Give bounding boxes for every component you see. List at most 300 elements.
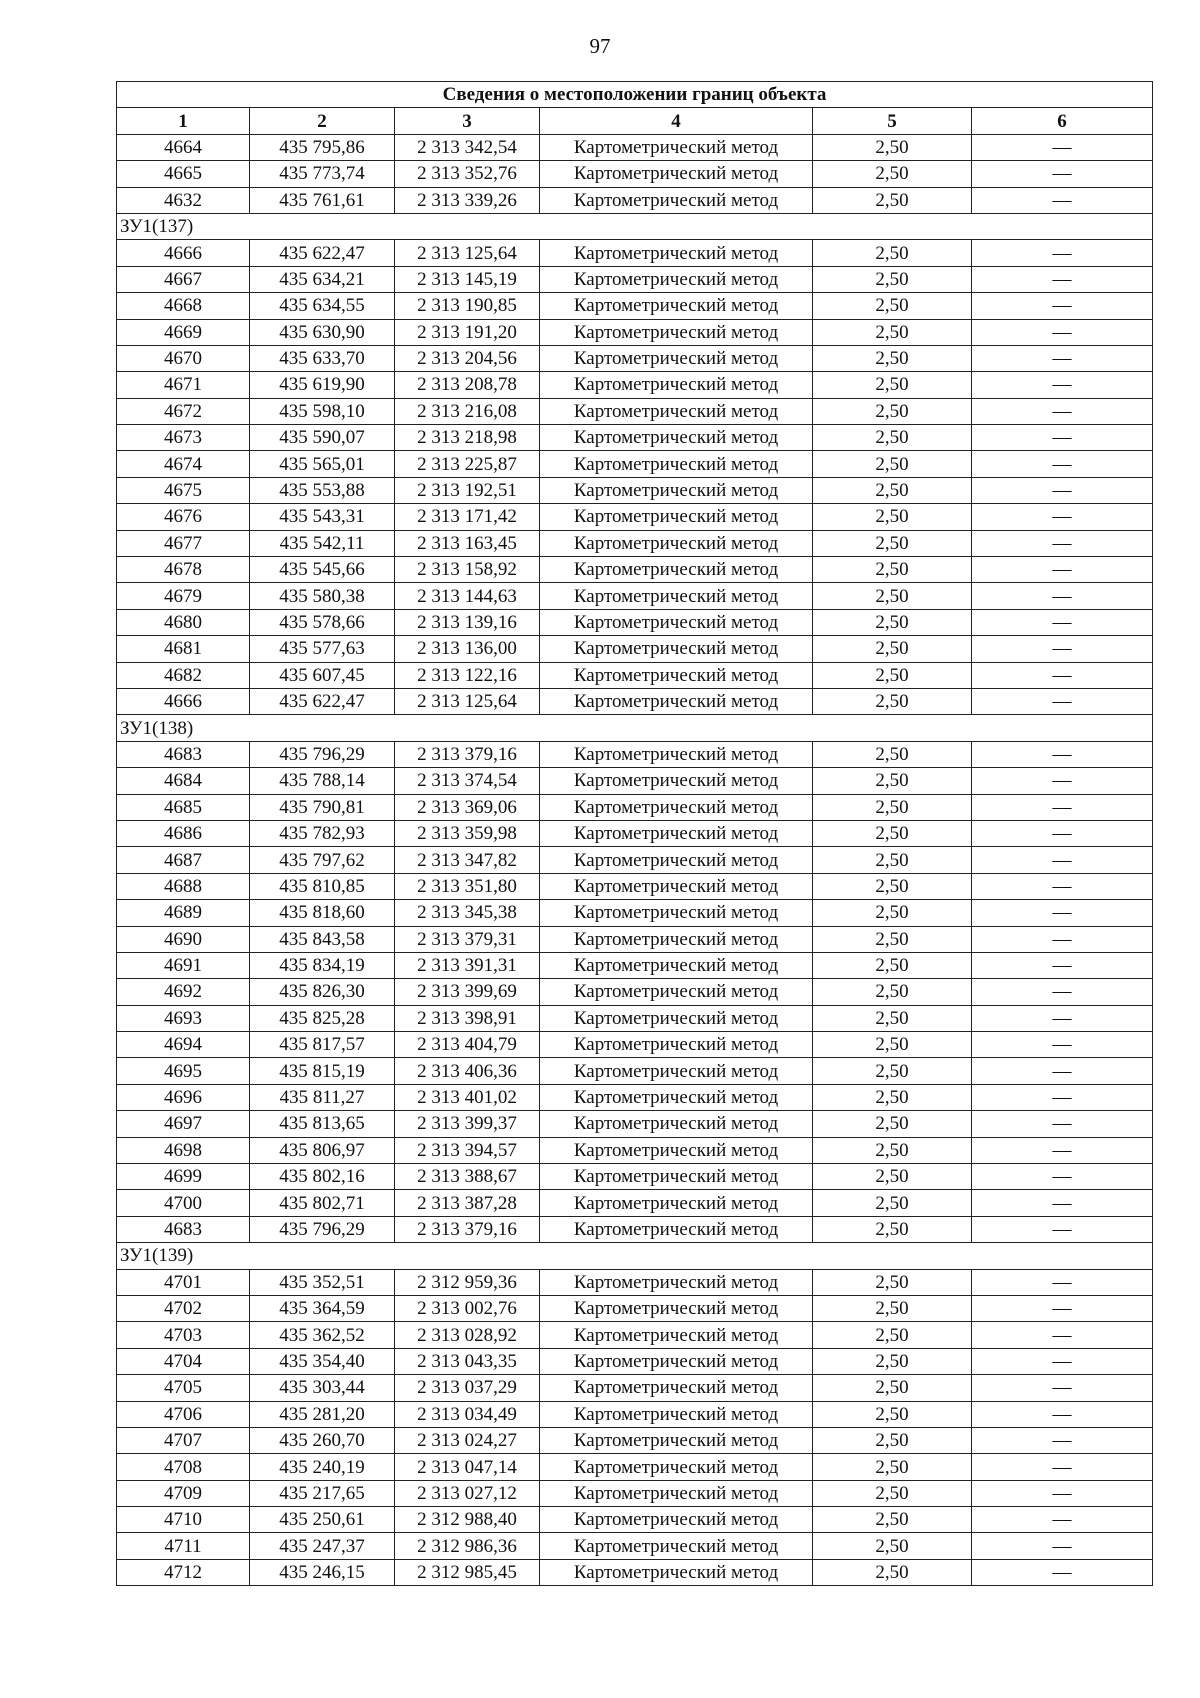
table-row — [117, 1480, 1153, 1506]
description-cell: — — [972, 451, 1153, 477]
table-row — [117, 1005, 1153, 1031]
point-number-cell: 4699 — [117, 1164, 250, 1190]
boundary-coordinates-table — [116, 81, 1153, 1586]
y-coordinate-cell: 2 313 125,64 — [395, 688, 540, 714]
column-header: 3 — [395, 108, 540, 134]
point-number-cell: 4668 — [117, 293, 250, 319]
x-coordinate-cell: 435 826,30 — [250, 979, 395, 1005]
method-cell: Картометрический метод — [540, 134, 813, 160]
point-number-cell: 4696 — [117, 1084, 250, 1110]
table-row — [117, 187, 1153, 213]
point-number-cell: 4695 — [117, 1058, 250, 1084]
point-number-cell: 4697 — [117, 1111, 250, 1137]
x-coordinate-cell: 435 630,90 — [250, 319, 395, 345]
description-cell: — — [972, 345, 1153, 371]
point-number-cell: 4683 — [117, 1216, 250, 1242]
x-coordinate-cell: 435 246,15 — [250, 1559, 395, 1585]
y-coordinate-cell: 2 313 351,80 — [395, 873, 540, 899]
method-cell: Картометрический метод — [540, 1295, 813, 1321]
point-number-cell: 4632 — [117, 187, 250, 213]
accuracy-cell: 2,50 — [813, 1480, 972, 1506]
description-cell: — — [972, 1454, 1153, 1480]
point-number-cell: 4685 — [117, 794, 250, 820]
point-number-cell: 4711 — [117, 1533, 250, 1559]
point-number-cell: 4673 — [117, 425, 250, 451]
x-coordinate-cell: 435 773,74 — [250, 161, 395, 187]
y-coordinate-cell: 2 313 391,31 — [395, 952, 540, 978]
x-coordinate-cell: 435 634,55 — [250, 293, 395, 319]
accuracy-cell: 2,50 — [813, 952, 972, 978]
method-cell: Картометрический метод — [540, 1269, 813, 1295]
accuracy-cell: 2,50 — [813, 1454, 972, 1480]
accuracy-cell: 2,50 — [813, 1005, 972, 1031]
description-cell: — — [972, 609, 1153, 635]
x-coordinate-cell: 435 364,59 — [250, 1295, 395, 1321]
point-number-cell: 4693 — [117, 1005, 250, 1031]
y-coordinate-cell: 2 313 024,27 — [395, 1427, 540, 1453]
method-cell: Картометрический метод — [540, 1375, 813, 1401]
description-cell: — — [972, 319, 1153, 345]
y-coordinate-cell: 2 313 401,02 — [395, 1084, 540, 1110]
method-cell: Картометрический метод — [540, 1084, 813, 1110]
table-row — [117, 688, 1153, 714]
accuracy-cell: 2,50 — [813, 1533, 972, 1559]
table-row — [117, 900, 1153, 926]
point-number-cell: 4709 — [117, 1480, 250, 1506]
x-coordinate-cell: 435 818,60 — [250, 900, 395, 926]
accuracy-cell: 2,50 — [813, 1322, 972, 1348]
method-cell: Картометрический метод — [540, 1533, 813, 1559]
method-cell: Картометрический метод — [540, 1005, 813, 1031]
point-number-cell: 4684 — [117, 768, 250, 794]
y-coordinate-cell: 2 313 399,69 — [395, 979, 540, 1005]
description-cell: — — [972, 1084, 1153, 1110]
point-number-cell: 4689 — [117, 900, 250, 926]
method-cell: Картометрический метод — [540, 1559, 813, 1585]
method-cell: Картометрический метод — [540, 1427, 813, 1453]
method-cell: Картометрический метод — [540, 583, 813, 609]
description-cell: — — [972, 1427, 1153, 1453]
point-number-cell: 4704 — [117, 1348, 250, 1374]
x-coordinate-cell: 435 796,29 — [250, 1216, 395, 1242]
accuracy-cell: 2,50 — [813, 688, 972, 714]
x-coordinate-cell: 435 634,21 — [250, 266, 395, 292]
description-cell: — — [972, 1401, 1153, 1427]
point-number-cell: 4675 — [117, 477, 250, 503]
x-coordinate-cell: 435 217,65 — [250, 1480, 395, 1506]
method-cell: Картометрический метод — [540, 873, 813, 899]
point-number-cell: 4691 — [117, 952, 250, 978]
description-cell: — — [972, 1375, 1153, 1401]
table-title-row — [117, 82, 1153, 108]
method-cell: Картометрический метод — [540, 319, 813, 345]
description-cell: — — [972, 266, 1153, 292]
section-label: ЗУ1(137) — [117, 213, 1153, 239]
description-cell: — — [972, 1533, 1153, 1559]
accuracy-cell: 2,50 — [813, 1401, 972, 1427]
y-coordinate-cell: 2 313 144,63 — [395, 583, 540, 609]
point-number-cell: 4687 — [117, 847, 250, 873]
description-cell: — — [972, 583, 1153, 609]
y-coordinate-cell: 2 313 163,45 — [395, 530, 540, 556]
description-cell: — — [972, 161, 1153, 187]
accuracy-cell: 2,50 — [813, 266, 972, 292]
table-row — [117, 820, 1153, 846]
accuracy-cell: 2,50 — [813, 1111, 972, 1137]
method-cell: Картометрический метод — [540, 741, 813, 767]
description-cell: — — [972, 425, 1153, 451]
y-coordinate-cell: 2 313 208,78 — [395, 372, 540, 398]
point-number-cell: 4666 — [117, 240, 250, 266]
x-coordinate-cell: 435 260,70 — [250, 1427, 395, 1453]
accuracy-cell: 2,50 — [813, 1507, 972, 1533]
accuracy-cell: 2,50 — [813, 609, 972, 635]
accuracy-cell: 2,50 — [813, 530, 972, 556]
table-row — [117, 662, 1153, 688]
table-row — [117, 504, 1153, 530]
description-cell: — — [972, 952, 1153, 978]
description-cell: — — [972, 768, 1153, 794]
accuracy-cell: 2,50 — [813, 926, 972, 952]
y-coordinate-cell: 2 313 342,54 — [395, 134, 540, 160]
table-row — [117, 979, 1153, 1005]
description-cell: — — [972, 1190, 1153, 1216]
method-cell: Картометрический метод — [540, 1322, 813, 1348]
description-cell: — — [972, 1137, 1153, 1163]
description-cell: — — [972, 477, 1153, 503]
point-number-cell: 4665 — [117, 161, 250, 187]
x-coordinate-cell: 435 790,81 — [250, 794, 395, 820]
description-cell: — — [972, 688, 1153, 714]
method-cell: Картометрический метод — [540, 1032, 813, 1058]
accuracy-cell: 2,50 — [813, 1348, 972, 1374]
point-number-cell: 4679 — [117, 583, 250, 609]
table-title: Сведения о местоположении границ объекта — [117, 82, 1153, 108]
column-header: 6 — [972, 108, 1153, 134]
description-cell: — — [972, 372, 1153, 398]
x-coordinate-cell: 435 578,66 — [250, 609, 395, 635]
x-coordinate-cell: 435 240,19 — [250, 1454, 395, 1480]
table-body — [117, 134, 1153, 1585]
method-cell: Картометрический метод — [540, 425, 813, 451]
description-cell: — — [972, 1005, 1153, 1031]
x-coordinate-cell: 435 817,57 — [250, 1032, 395, 1058]
point-number-cell: 4669 — [117, 319, 250, 345]
table-row — [117, 1190, 1153, 1216]
page-number: 97 — [589, 34, 611, 58]
description-cell: — — [972, 1216, 1153, 1242]
column-header: 4 — [540, 108, 813, 134]
y-coordinate-cell: 2 313 369,06 — [395, 794, 540, 820]
x-coordinate-cell: 435 362,52 — [250, 1322, 395, 1348]
description-cell: — — [972, 636, 1153, 662]
method-cell: Картометрический метод — [540, 1507, 813, 1533]
description-cell: — — [972, 926, 1153, 952]
description-cell: — — [972, 873, 1153, 899]
y-coordinate-cell: 2 313 192,51 — [395, 477, 540, 503]
x-coordinate-cell: 435 788,14 — [250, 768, 395, 794]
table-row — [117, 1216, 1153, 1242]
description-cell: — — [972, 1111, 1153, 1137]
accuracy-cell: 2,50 — [813, 425, 972, 451]
point-number-cell: 4678 — [117, 557, 250, 583]
accuracy-cell: 2,50 — [813, 1559, 972, 1585]
method-cell: Картометрический метод — [540, 1058, 813, 1084]
point-number-cell: 4705 — [117, 1375, 250, 1401]
method-cell: Картометрический метод — [540, 1137, 813, 1163]
accuracy-cell: 2,50 — [813, 820, 972, 846]
x-coordinate-cell: 435 303,44 — [250, 1375, 395, 1401]
table-row — [117, 557, 1153, 583]
method-cell: Картометрический метод — [540, 1348, 813, 1374]
description-cell: — — [972, 1348, 1153, 1374]
method-cell: Картометрический метод — [540, 820, 813, 846]
description-cell: — — [972, 1164, 1153, 1190]
section-label: ЗУ1(139) — [117, 1243, 1153, 1269]
x-coordinate-cell: 435 795,86 — [250, 134, 395, 160]
point-number-cell: 4680 — [117, 609, 250, 635]
table-row — [117, 847, 1153, 873]
x-coordinate-cell: 435 553,88 — [250, 477, 395, 503]
x-coordinate-cell: 435 607,45 — [250, 662, 395, 688]
description-cell: — — [972, 1559, 1153, 1585]
x-coordinate-cell: 435 761,61 — [250, 187, 395, 213]
description-cell: — — [972, 1322, 1153, 1348]
table-row — [117, 451, 1153, 477]
method-cell: Картометрический метод — [540, 451, 813, 477]
x-coordinate-cell: 435 782,93 — [250, 820, 395, 846]
point-number-cell: 4706 — [117, 1401, 250, 1427]
method-cell: Картометрический метод — [540, 926, 813, 952]
table-row — [117, 1032, 1153, 1058]
method-cell: Картометрический метод — [540, 636, 813, 662]
point-number-cell: 4682 — [117, 662, 250, 688]
accuracy-cell: 2,50 — [813, 873, 972, 899]
x-coordinate-cell: 435 815,19 — [250, 1058, 395, 1084]
y-coordinate-cell: 2 313 125,64 — [395, 240, 540, 266]
section-row — [117, 213, 1153, 239]
section-label: ЗУ1(138) — [117, 715, 1153, 741]
table-row — [117, 1507, 1153, 1533]
table-row — [117, 1322, 1153, 1348]
y-coordinate-cell: 2 313 379,16 — [395, 741, 540, 767]
description-cell: — — [972, 134, 1153, 160]
accuracy-cell: 2,50 — [813, 372, 972, 398]
method-cell: Картометрический метод — [540, 1111, 813, 1137]
x-coordinate-cell: 435 834,19 — [250, 952, 395, 978]
method-cell: Картометрический метод — [540, 1401, 813, 1427]
y-coordinate-cell: 2 313 404,79 — [395, 1032, 540, 1058]
description-cell: — — [972, 1058, 1153, 1084]
description-cell: — — [972, 820, 1153, 846]
column-header: 5 — [813, 108, 972, 134]
y-coordinate-cell: 2 313 027,12 — [395, 1480, 540, 1506]
accuracy-cell: 2,50 — [813, 1269, 972, 1295]
description-cell: — — [972, 741, 1153, 767]
point-number-cell: 4667 — [117, 266, 250, 292]
description-cell: — — [972, 794, 1153, 820]
y-coordinate-cell: 2 313 387,28 — [395, 1190, 540, 1216]
point-number-cell: 4703 — [117, 1322, 250, 1348]
y-coordinate-cell: 2 313 218,98 — [395, 425, 540, 451]
y-coordinate-cell: 2 312 985,45 — [395, 1559, 540, 1585]
method-cell: Картометрический метод — [540, 900, 813, 926]
point-number-cell: 4671 — [117, 372, 250, 398]
accuracy-cell: 2,50 — [813, 240, 972, 266]
description-cell: — — [972, 293, 1153, 319]
accuracy-cell: 2,50 — [813, 451, 972, 477]
y-coordinate-cell: 2 313 047,14 — [395, 1454, 540, 1480]
accuracy-cell: 2,50 — [813, 979, 972, 1005]
point-number-cell: 4670 — [117, 345, 250, 371]
x-coordinate-cell: 435 352,51 — [250, 1269, 395, 1295]
accuracy-cell: 2,50 — [813, 319, 972, 345]
y-coordinate-cell: 2 312 986,36 — [395, 1533, 540, 1559]
method-cell: Картометрический метод — [540, 688, 813, 714]
method-cell: Картометрический метод — [540, 794, 813, 820]
table-row — [117, 1533, 1153, 1559]
table-row — [117, 319, 1153, 345]
accuracy-cell: 2,50 — [813, 1190, 972, 1216]
x-coordinate-cell: 435 580,38 — [250, 583, 395, 609]
y-coordinate-cell: 2 313 171,42 — [395, 504, 540, 530]
table-row — [117, 794, 1153, 820]
x-coordinate-cell: 435 543,31 — [250, 504, 395, 530]
accuracy-cell: 2,50 — [813, 1137, 972, 1163]
table-row — [117, 240, 1153, 266]
method-cell: Картометрический метод — [540, 161, 813, 187]
table-row — [117, 398, 1153, 424]
method-cell: Картометрический метод — [540, 979, 813, 1005]
y-coordinate-cell: 2 313 043,35 — [395, 1348, 540, 1374]
x-coordinate-cell: 435 619,90 — [250, 372, 395, 398]
x-coordinate-cell: 435 598,10 — [250, 398, 395, 424]
method-cell: Картометрический метод — [540, 345, 813, 371]
y-coordinate-cell: 2 313 191,20 — [395, 319, 540, 345]
accuracy-cell: 2,50 — [813, 504, 972, 530]
y-coordinate-cell: 2 313 399,37 — [395, 1111, 540, 1137]
table-row — [117, 873, 1153, 899]
point-number-cell: 4676 — [117, 504, 250, 530]
method-cell: Картометрический метод — [540, 1216, 813, 1242]
accuracy-cell: 2,50 — [813, 1427, 972, 1453]
y-coordinate-cell: 2 313 345,38 — [395, 900, 540, 926]
table-row — [117, 345, 1153, 371]
x-coordinate-cell: 435 250,61 — [250, 1507, 395, 1533]
table-row — [117, 1137, 1153, 1163]
y-coordinate-cell: 2 313 190,85 — [395, 293, 540, 319]
x-coordinate-cell: 435 590,07 — [250, 425, 395, 451]
table-row — [117, 425, 1153, 451]
x-coordinate-cell: 435 622,47 — [250, 688, 395, 714]
table-row — [117, 636, 1153, 662]
method-cell: Картометрический метод — [540, 662, 813, 688]
x-coordinate-cell: 435 810,85 — [250, 873, 395, 899]
description-cell: — — [972, 1269, 1153, 1295]
point-number-cell: 4700 — [117, 1190, 250, 1216]
accuracy-cell: 2,50 — [813, 345, 972, 371]
table-row — [117, 1401, 1153, 1427]
accuracy-cell: 2,50 — [813, 161, 972, 187]
accuracy-cell: 2,50 — [813, 794, 972, 820]
y-coordinate-cell: 2 313 379,31 — [395, 926, 540, 952]
method-cell: Картометрический метод — [540, 768, 813, 794]
table-row — [117, 583, 1153, 609]
method-cell: Картометрический метод — [540, 293, 813, 319]
method-cell: Картометрический метод — [540, 952, 813, 978]
method-cell: Картометрический метод — [540, 398, 813, 424]
method-cell: Картометрический метод — [540, 847, 813, 873]
table-row — [117, 293, 1153, 319]
table-row — [117, 530, 1153, 556]
point-number-cell: 4681 — [117, 636, 250, 662]
table-row — [117, 926, 1153, 952]
y-coordinate-cell: 2 313 158,92 — [395, 557, 540, 583]
method-cell: Картометрический метод — [540, 504, 813, 530]
accuracy-cell: 2,50 — [813, 477, 972, 503]
accuracy-cell: 2,50 — [813, 1216, 972, 1242]
accuracy-cell: 2,50 — [813, 293, 972, 319]
point-number-cell: 4702 — [117, 1295, 250, 1321]
accuracy-cell: 2,50 — [813, 134, 972, 160]
y-coordinate-cell: 2 313 037,29 — [395, 1375, 540, 1401]
method-cell: Картометрический метод — [540, 187, 813, 213]
point-number-cell: 4666 — [117, 688, 250, 714]
accuracy-cell: 2,50 — [813, 583, 972, 609]
accuracy-cell: 2,50 — [813, 398, 972, 424]
method-cell: Картометрический метод — [540, 240, 813, 266]
accuracy-cell: 2,50 — [813, 1375, 972, 1401]
x-coordinate-cell: 435 802,16 — [250, 1164, 395, 1190]
x-coordinate-cell: 435 247,37 — [250, 1533, 395, 1559]
description-cell: — — [972, 240, 1153, 266]
section-row — [117, 1243, 1153, 1269]
table-row — [117, 1348, 1153, 1374]
column-header: 1 — [117, 108, 250, 134]
table-row — [117, 1454, 1153, 1480]
point-number-cell: 4698 — [117, 1137, 250, 1163]
table-row — [117, 1295, 1153, 1321]
accuracy-cell: 2,50 — [813, 1084, 972, 1110]
x-coordinate-cell: 435 545,66 — [250, 557, 395, 583]
point-number-cell: 4664 — [117, 134, 250, 160]
x-coordinate-cell: 435 796,29 — [250, 741, 395, 767]
y-coordinate-cell: 2 313 225,87 — [395, 451, 540, 477]
y-coordinate-cell: 2 312 988,40 — [395, 1507, 540, 1533]
y-coordinate-cell: 2 313 406,36 — [395, 1058, 540, 1084]
y-coordinate-cell: 2 313 002,76 — [395, 1295, 540, 1321]
point-number-cell: 4683 — [117, 741, 250, 767]
table-row — [117, 1164, 1153, 1190]
accuracy-cell: 2,50 — [813, 1295, 972, 1321]
y-coordinate-cell: 2 313 339,26 — [395, 187, 540, 213]
point-number-cell: 4688 — [117, 873, 250, 899]
x-coordinate-cell: 435 813,65 — [250, 1111, 395, 1137]
y-coordinate-cell: 2 313 352,76 — [395, 161, 540, 187]
point-number-cell: 4677 — [117, 530, 250, 556]
method-cell: Картометрический метод — [540, 1454, 813, 1480]
point-number-cell: 4712 — [117, 1559, 250, 1585]
point-number-cell: 4674 — [117, 451, 250, 477]
y-coordinate-cell: 2 313 136,00 — [395, 636, 540, 662]
table-row — [117, 1111, 1153, 1137]
description-cell: — — [972, 900, 1153, 926]
table-row — [117, 134, 1153, 160]
y-coordinate-cell: 2 313 034,49 — [395, 1401, 540, 1427]
point-number-cell: 4710 — [117, 1507, 250, 1533]
method-cell: Картометрический метод — [540, 1480, 813, 1506]
description-cell: — — [972, 398, 1153, 424]
